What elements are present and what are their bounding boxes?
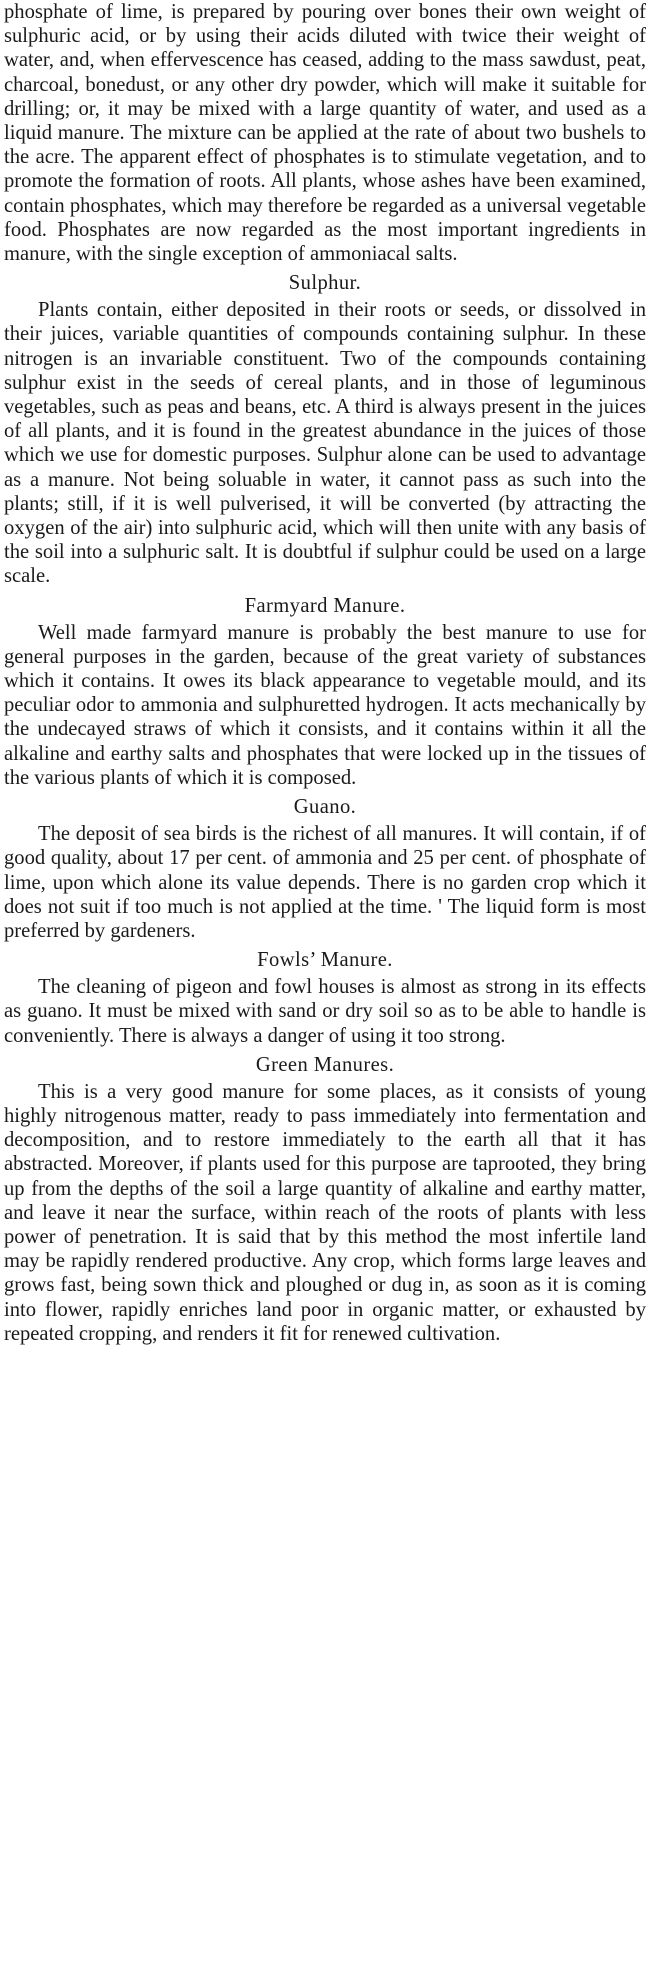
body-paragraph: phosphate of lime, is prepared by pouring over bones their own weight of sulphuric acid, or by using their acids diluted with twice their weight of water, and, when effervescence has ceased, adding to the mass sawdust, peat, charcoal, bonedust, or any other dry powder, which will make it suitable for drilling; or, it may be mixed with a large quantity of water, and used as a liquid manure. The mixture can be applied at the rate of about two bushels to the acre. The apparent effect of phosphates is to stimulate vegetation, and to promote the formation of roots. All plants, whose ashes have been examined, contain phosphates, which may therefore be regarded as a universal vegetable food. Phosphates are now regarded as the most important ingredients in manure, with the single exception of ammoniacal salts. — [4, 1, 646, 266]
section-sulphur — [4, 270, 646, 588]
section-fowls-manure — [4, 947, 646, 1048]
section-heading: Farmyard Manure. — [244, 594, 406, 617]
body-paragraph: This is a very good manure for some places, as it consists of young highly nitrogenous matter, ready to pass immediately into fermentation and decomposition, and to restore immediately to the earth all that it has abstracted. Moreover, if plants used for this purpose are taprooted, they bring up from the depths of the soil a large quantity of alkaline and earthy matter, and leave it near the surface, within reach of the roots of plants with less power of penetration. It is said that by this method the most infertile land may be rapidly rendered productive. Any crop, which forms large leaves and grows fast, being sown thick and ploughed or dug in, as soon as it is coming into flower, rapidly enriches land poor in organic matter, or exhausted by repeated cropping, and renders it fit for renewed cultivation. — [4, 1080, 646, 1345]
section-green-manures — [4, 1052, 646, 1346]
body-paragraph: Well made farmyard manure is probably the best manure to use for general purposes in the garden, because of the great variety of substances which it contains. It owes its black appearance to vegetable mould, and its peculiar odor to ammonia and sulphuretted hydrogen. It acts mechanically by the undecayed straws of which it consists, and it contains within it all the alkaline and earthy salts and phosphates that were locked up in the tissues of the various plants of which it is composed. — [4, 621, 646, 789]
section-heading: Guano. — [293, 796, 357, 819]
section-heading: Sulphur. — [288, 272, 362, 295]
section-phosphates-continued — [4, 0, 646, 266]
section-farmyard-manure — [4, 593, 646, 790]
body-paragraph: Plants contain, either deposited in their roots or seeds, or dissolved in their juices, variable quantities of compounds containing sulphur. In these nitrogen is an invariable constituent. Two of the compounds containing sulphur exist in the seeds of cereal plants, and in those of leguminous vegetables, such as peas and beans, etc. A third is always present in the juices of all plants, and it is found in the greatest abundance in the juices of those which we use for domestic purposes. Sulphur alone can be used to advantage as a manure. Not being soluable in water, it cannot pass as such into the plants; still, if it is well pulverised, it will be converted (by attracting the oxygen of the air) into sulphuric acid, which will then unite with any basis of the soil into a sulphuric salt. It is doubtful if sulphur could be used on a large scale. — [4, 299, 646, 588]
body-paragraph: The deposit of sea birds is the richest of all manures. It will contain, if of good quality, about 17 per cent. of ammonia and 25 per cent. of phosphate of lime, upon which alone its value depends. There is no garden crop which it does not suit if too much is not applied at the time. ' The liquid form is most preferred by gardeners. — [4, 823, 646, 942]
section-heading: Fowls’ Manure. — [257, 949, 393, 972]
section-heading: Green Manures. — [255, 1053, 395, 1076]
body-paragraph: The cleaning of pigeon and fowl houses is almost as strong in its effects as guano. It must be mixed with sand or dry soil so as to be able to handle is conveniently. There is always a danger of using it too strong. — [4, 976, 646, 1047]
section-guano — [4, 794, 646, 943]
